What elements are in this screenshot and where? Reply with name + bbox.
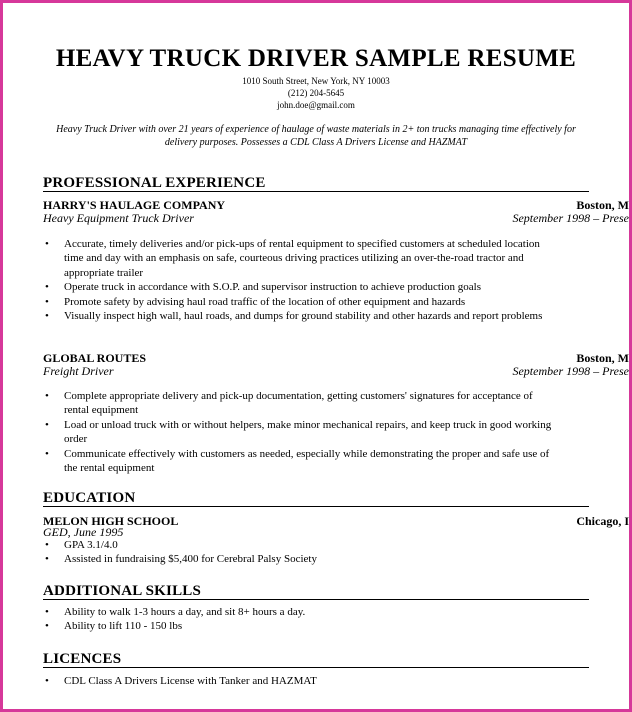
contact-phone: (212) 204-5645 bbox=[287, 88, 345, 98]
job-location: Boston, M bbox=[576, 351, 629, 365]
job-role-row bbox=[43, 211, 629, 225]
list-item: • Assisted in fundraising $5,400 for Cerebral Palsy Society bbox=[43, 552, 558, 566]
list-item: • GPA 3.1/4.0 bbox=[43, 538, 558, 552]
contact-email: john.doe@gmail.com bbox=[277, 100, 355, 110]
resume-title: HEAVY TRUCK DRIVER SAMPLE RESUME bbox=[55, 45, 577, 72]
job-company: HARRY'S HAULAGE COMPANY bbox=[43, 198, 226, 212]
job-role-row bbox=[43, 364, 629, 378]
list-item: • Load or unload truck with or without helpers, make minor mechanical repairs, and keep truck in good working order bbox=[43, 418, 558, 447]
job-role: Freight Driver bbox=[43, 364, 114, 378]
list-item: • Ability to walk 1-3 hours a day, and sit 8+ hours a day. bbox=[43, 605, 558, 619]
education-bullet-list bbox=[43, 538, 558, 567]
list-item: • Operate truck in accordance with S.O.P. and supervisor instruction to achieve production goals bbox=[43, 280, 558, 294]
job-bullet-list bbox=[43, 237, 558, 323]
job-company: GLOBAL ROUTES bbox=[43, 351, 147, 365]
section-heading-skills: ADDITIONAL SKILLS bbox=[43, 583, 589, 600]
job-location: Boston, M bbox=[576, 198, 629, 212]
section-heading-education: EDUCATION bbox=[43, 490, 589, 507]
list-item: • Accurate, timely deliveries and/or pick-ups of rental equipment to specified customers at scheduled location time and day with an emphasis on safe, courteous driving practices utilizing an over-the-road tractor and appropriate trailer bbox=[43, 237, 558, 280]
job-dates: September 1998 – Prese bbox=[512, 211, 629, 225]
job-dates: September 1998 – Prese bbox=[512, 364, 629, 378]
list-item: • Complete appropriate delivery and pick-up documentation, getting customers' signatures for acceptance of rental equipment bbox=[43, 389, 558, 418]
job-header bbox=[43, 198, 629, 212]
job-bullet-list bbox=[43, 389, 558, 475]
section-heading-experience: PROFESSIONAL EXPERIENCE bbox=[43, 175, 589, 192]
school-location: Chicago, I bbox=[576, 514, 629, 528]
job-role: Heavy Equipment Truck Driver bbox=[43, 211, 194, 225]
list-item: • Promote safety by advising haul road traffic of the location of other equipment and hazards bbox=[43, 295, 558, 309]
list-item: • Visually inspect high wall, haul roads, and dumps for ground stability and other hazards and report problems bbox=[43, 309, 558, 323]
section-heading-licences: LICENCES bbox=[43, 651, 589, 668]
school-name: MELON HIGH SCHOOL bbox=[43, 514, 179, 528]
contact-address: 1010 South Street, New York, NY 10003 bbox=[242, 76, 390, 86]
degree: GED, June 1995 bbox=[43, 525, 124, 539]
skills-bullet-list bbox=[43, 605, 558, 634]
summary-text: Heavy Truck Driver with over 21 years of experience of haulage of waste materials in 2+ ton trucks managing time effectively for delivery purposes. Possesses a CDL Class A Drivers License and HAZMAT bbox=[56, 124, 576, 148]
licences-bullet-list bbox=[43, 674, 558, 688]
education-degree-row bbox=[43, 525, 629, 539]
list-item: • Ability to lift 110 - 150 lbs bbox=[43, 619, 558, 633]
list-item: • CDL Class A Drivers License with Tanker and HAZMAT bbox=[43, 674, 558, 688]
list-item: • Communicate effectively with customers as needed, especially while demonstrating the proper and safe use of the rental equipment bbox=[43, 447, 558, 476]
job-header bbox=[43, 351, 629, 365]
resume-page bbox=[3, 3, 629, 709]
